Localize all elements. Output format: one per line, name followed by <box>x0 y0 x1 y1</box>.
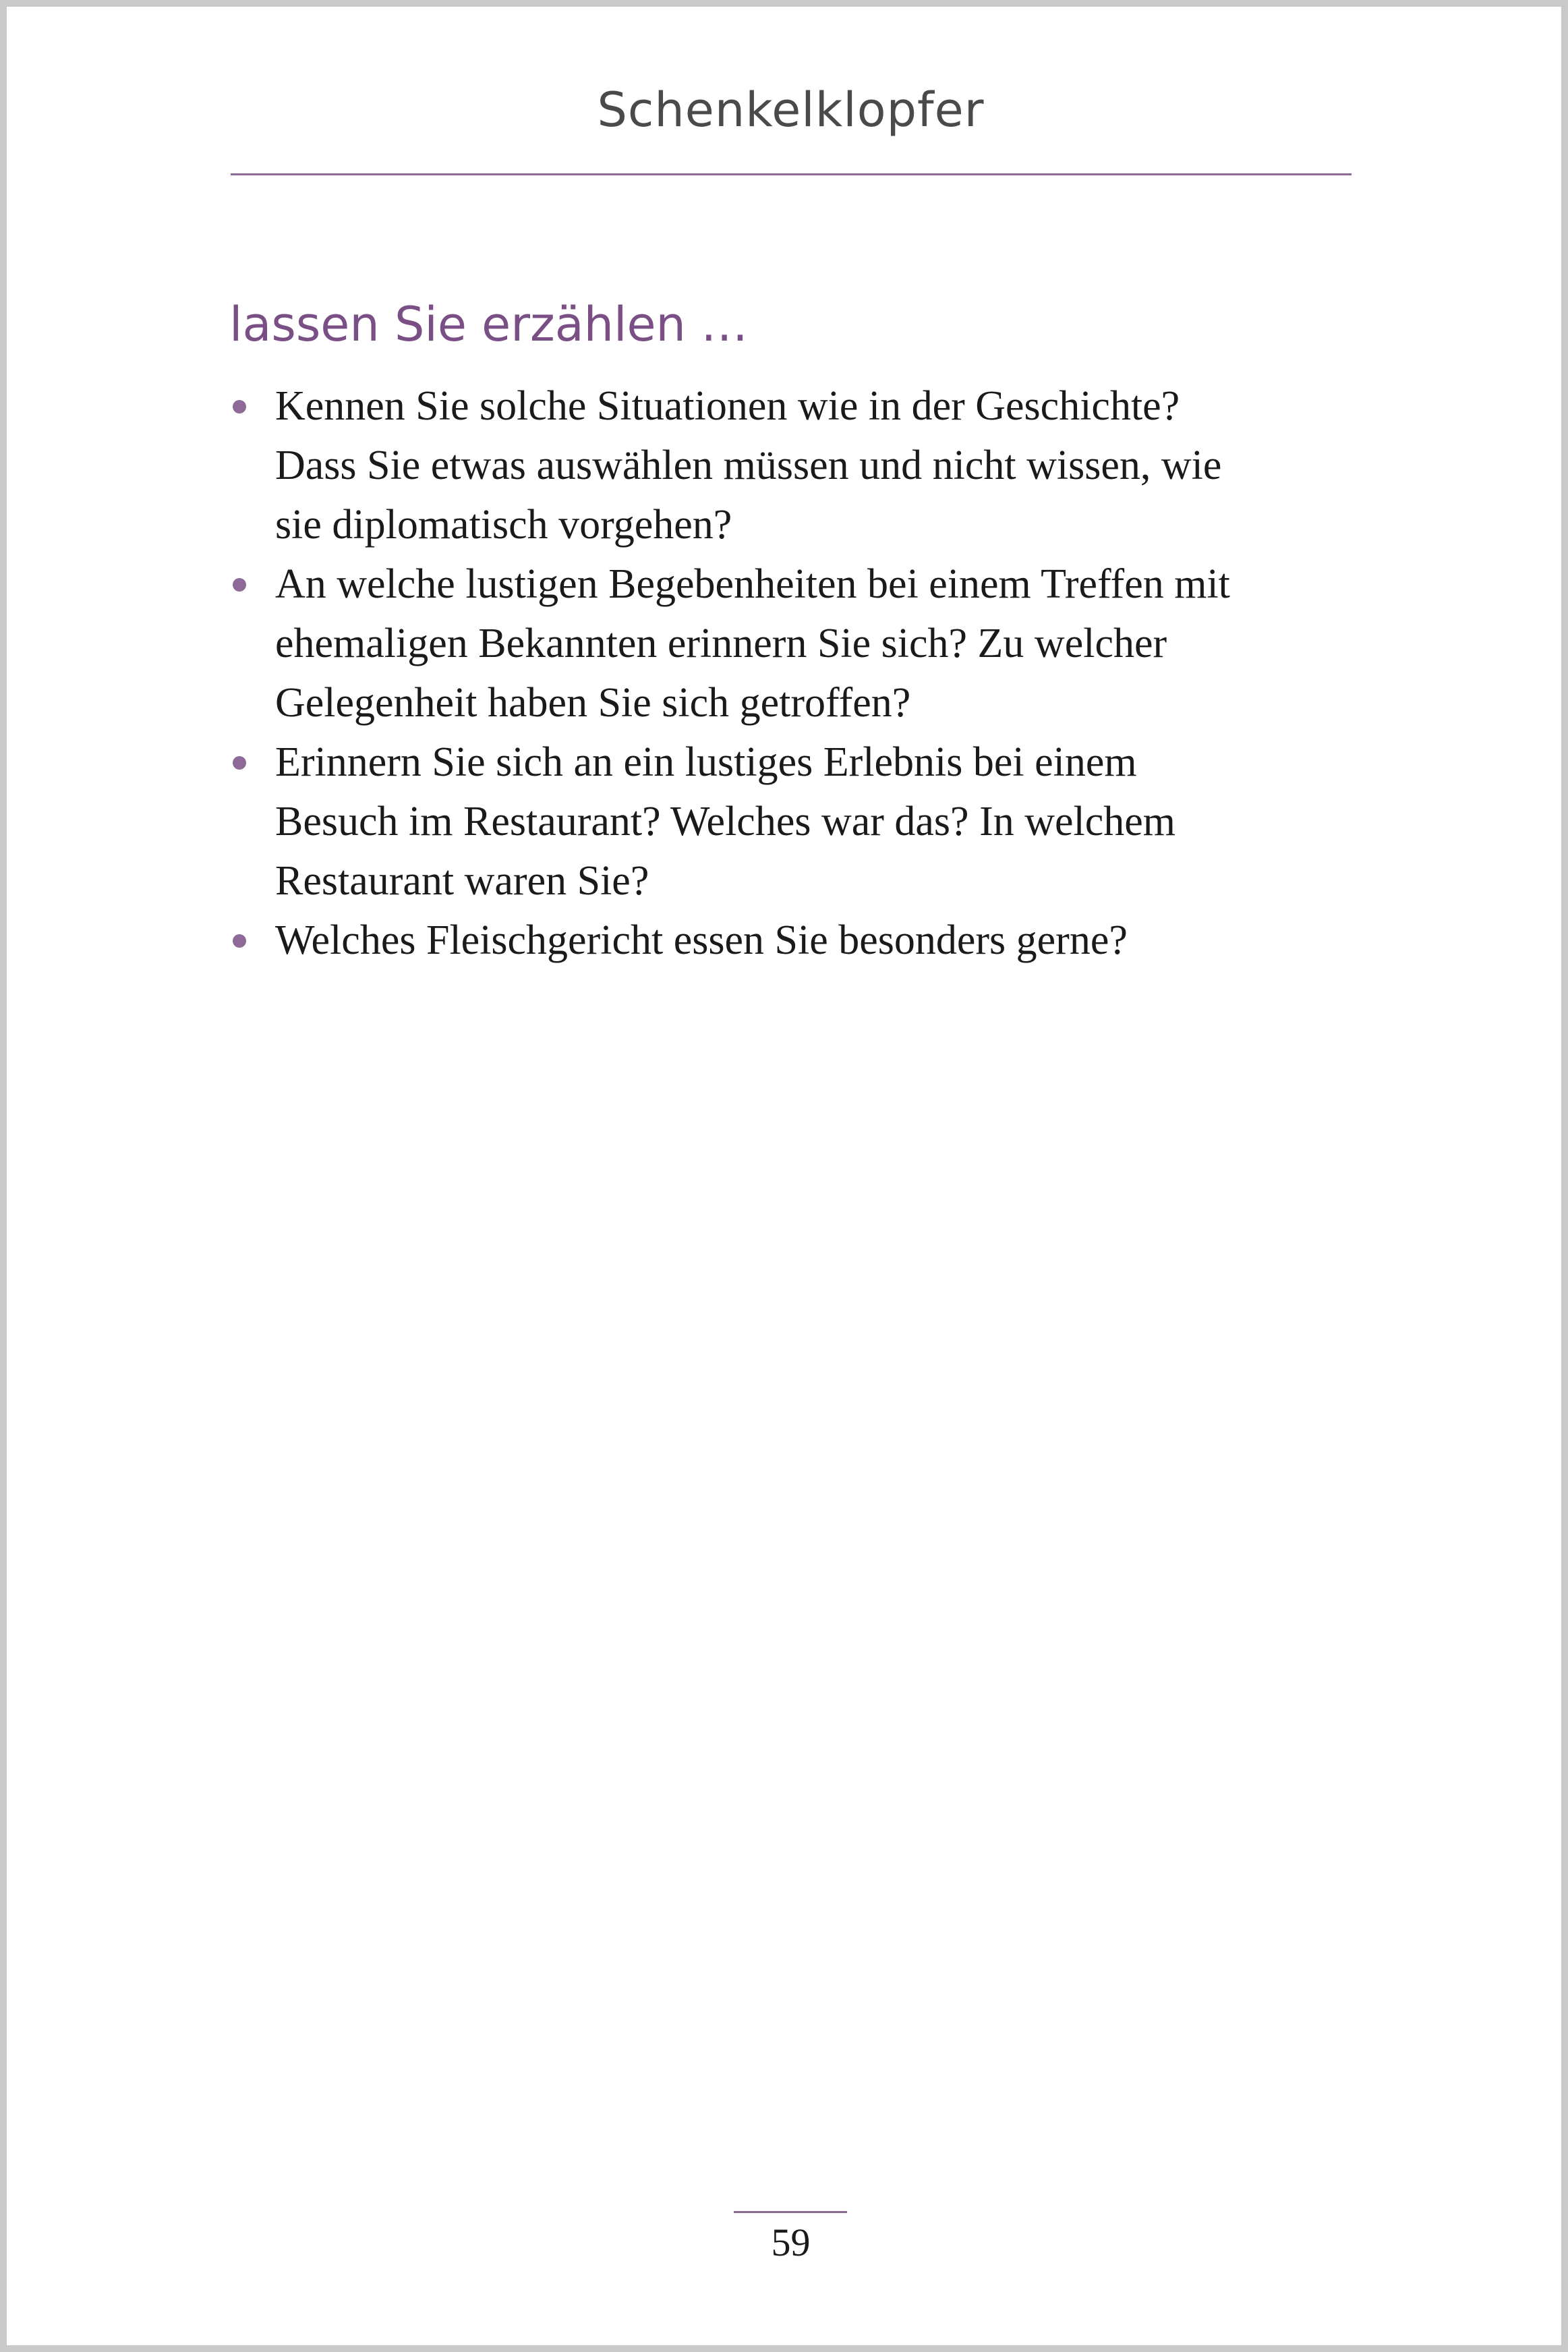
list-item-line: Welches Fleischgericht essen Sie besonders gerne? <box>275 917 1128 963</box>
section-heading: lassen Sie erzählen … <box>229 297 749 352</box>
list-item <box>229 376 1376 554</box>
list-item-line: Erinnern Sie sich an ein lustiges Erlebnis bei einem <box>275 739 1137 785</box>
list-item-line: Restaurant waren Sie? <box>275 858 649 904</box>
list-item-line: Dass Sie etwas auswählen müssen und nicht wissen, wie <box>275 442 1222 488</box>
list-item-line: Besuch im Restaurant? Welches war das? In welchem <box>275 799 1175 844</box>
page-number: 59 <box>771 2220 811 2264</box>
list-item-line: Gelegenheit haben Sie sich getroffen? <box>275 680 911 726</box>
list-item <box>229 911 1376 970</box>
list-item <box>229 733 1376 911</box>
list-item-line: Kennen Sie solche Situationen wie in der Geschichte? <box>275 383 1180 429</box>
bullet-icon <box>233 578 246 592</box>
list-item-line: sie diplomatisch vorgehen? <box>275 502 732 548</box>
running-head-title: Schenkelklopfer <box>597 82 985 138</box>
bullet-icon <box>233 400 246 413</box>
list-item-line: ehemaligen Bekannten erinnern Sie sich? Zu welcher <box>275 621 1167 666</box>
footer-divider <box>734 2211 847 2213</box>
header-divider <box>231 173 1352 175</box>
question-list <box>229 376 1376 970</box>
list-item-line: An welche lustigen Begebenheiten bei einem Treffen mit <box>275 561 1230 607</box>
bullet-icon <box>233 934 246 948</box>
bullet-icon <box>233 756 246 770</box>
list-item <box>229 554 1376 733</box>
